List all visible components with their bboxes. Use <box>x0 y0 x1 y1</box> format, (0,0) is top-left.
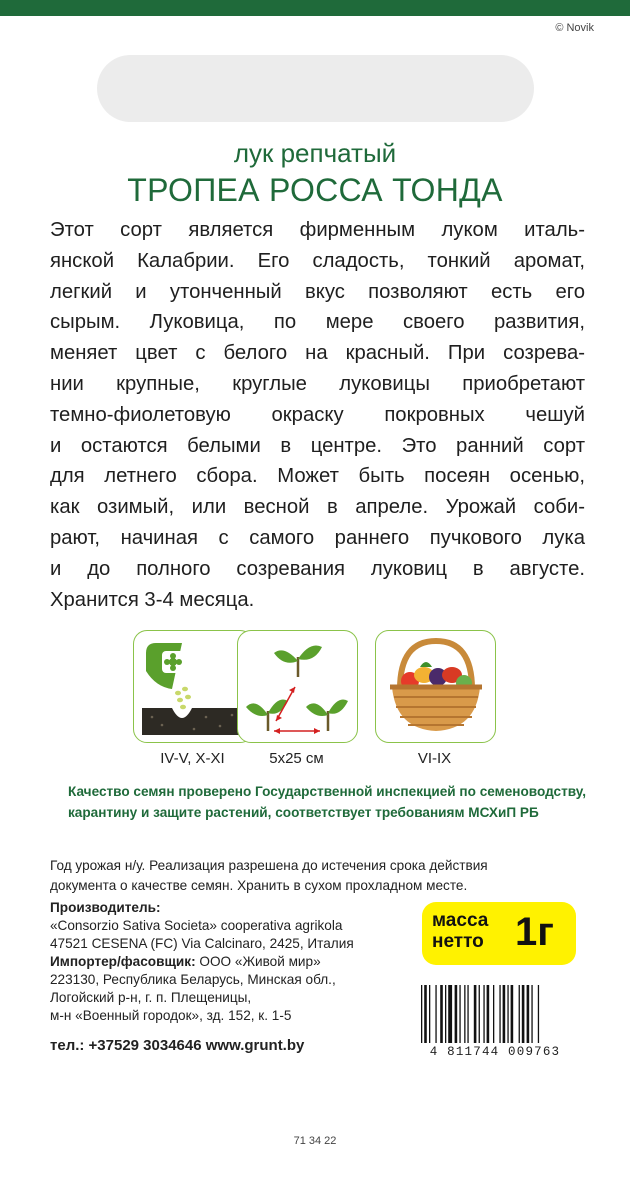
description-line: Хранится 3-4 месяца. <box>50 588 255 611</box>
batch-number: 71 34 22 <box>293 1135 337 1147</box>
storage-note <box>50 856 590 896</box>
producer-line: «Consorzio Sativa Societa» cooperativa agrikola <box>50 918 343 933</box>
sowing-icon <box>133 630 254 743</box>
weight-label-line: нетто <box>432 931 484 952</box>
sowing-period: IV-V, X-XI <box>160 750 225 767</box>
quality-statement: Качество семян проверено Государственной инспекцией по семеноводству, карантину и защите растений, соответствует требованиям МСХиП РБ <box>68 784 587 820</box>
weight-value: 1г <box>515 910 554 954</box>
package-window <box>97 55 534 122</box>
description-line: и до полного созревания луковиц в августе. <box>50 557 585 580</box>
description <box>50 215 585 615</box>
producer-label: Производитель: <box>50 900 161 915</box>
description-line: меняет цвет с белого на красный. При созрева- <box>50 342 585 365</box>
note-line: Год урожая н/у. Реализация разрешена до истечения срока действия <box>50 858 488 873</box>
importer-label: Импортер/фасовщик: <box>50 954 196 969</box>
description-line: легкий и утонченный вкус позволяют есть его <box>50 280 585 303</box>
harvest-basket-icon <box>375 630 496 743</box>
barcode-number: 4 811744 009763 <box>429 1045 561 1059</box>
description-line: и остаются белыми в центре. Это ранний сорт <box>50 434 585 457</box>
seedling-icon <box>274 646 322 678</box>
top-green-bar <box>0 0 630 16</box>
spacing-value: 5х25 см <box>269 750 324 767</box>
spacing-icon <box>237 630 358 743</box>
variety-title: ТРОПЕА РОССА ТОНДА <box>127 172 503 208</box>
description-line: как озимый, или весной в апреле. Урожай соби- <box>50 496 585 519</box>
harvest-period: VI-IX <box>417 750 452 767</box>
producer-info <box>50 899 410 1025</box>
weight-label <box>432 910 488 952</box>
description-line: нии крупные, круглые луковицы приобретают <box>50 372 585 395</box>
net-weight-badge <box>422 902 576 965</box>
importer-line: м-н «Военный городок», зд. 152, к. 1-5 <box>50 1008 292 1023</box>
importer-line: Логойский р-н, г. п. Плещеницы, <box>50 990 252 1005</box>
crop-name: лук репчатый <box>233 138 397 168</box>
note-line: документа о качестве семян. Хранить в сухом прохладном месте. <box>50 878 468 893</box>
importer-name: ООО «Живой мир» <box>195 954 321 969</box>
description-line: рают, начиная с самого раннего пучкового лука <box>50 526 585 549</box>
copyright: © Novik <box>555 22 594 34</box>
description-line: Этот сорт является фирменным луком италь- <box>50 219 585 241</box>
weight-label-line: масса <box>432 910 489 931</box>
description-line: для летнего сбора. Может быть посеян осенью, <box>50 465 585 488</box>
barcode <box>419 985 581 1043</box>
description-line: темно-фиолетовую окраску покровных чешуй <box>50 403 585 426</box>
contacts: тел.: +37529 3034646 www.grunt.by <box>50 1037 305 1054</box>
description-line: янской Калабрии. Его сладость, тонкий аромат, <box>50 249 585 272</box>
producer-line: 47521 CESENA (FC) Via Calcinaro, 2425, Италия <box>50 936 354 951</box>
description-line: сырым. Луковица, по мере своего развития, <box>50 311 585 334</box>
importer-line: 223130, Республика Беларусь, Минская обл., <box>50 972 336 987</box>
